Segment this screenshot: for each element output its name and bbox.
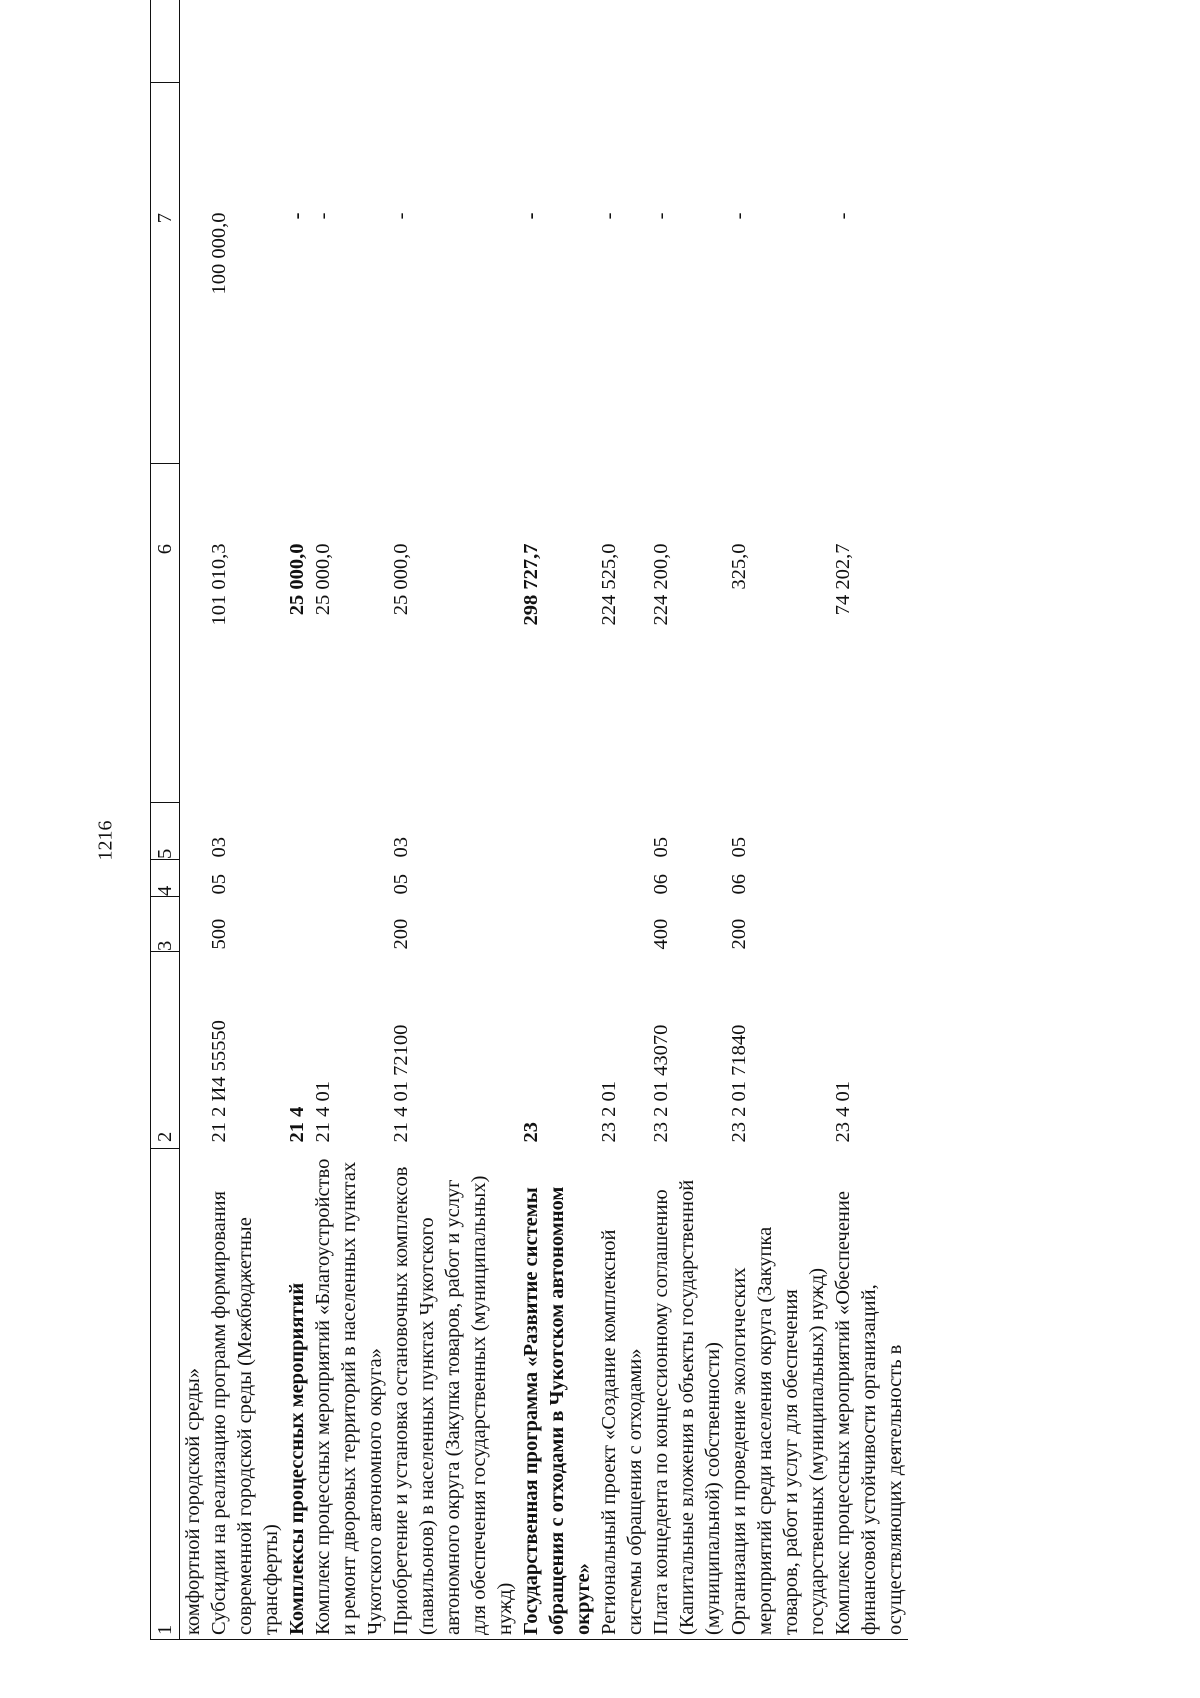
cell-description: Комплексы процессных мероприятий [284, 1149, 310, 1640]
column-header-8 [151, 0, 180, 83]
cell-description: Организация и проведение экологических мероприятий среди населения округа (Закупка товаров, работ и услуг для обеспечения государственных (муниципальных) нужд) [726, 1149, 830, 1640]
cell-regional-amount [284, 0, 310, 83]
cell-description: Субсидии на реализацию программ формирования современной городской среды (Межбюджетные трансферты) [206, 1149, 284, 1640]
cell-expense-type [180, 897, 207, 952]
table-row [206, 0, 284, 1640]
cell-target-code: 23 4 01 [832, 1081, 854, 1143]
cell-section [830, 860, 908, 897]
cell-federal-amount: - [598, 212, 620, 220]
column-header-7: 7 [151, 83, 180, 464]
cell-subsection [596, 803, 648, 860]
cell-total-amount: 25 000,0 [286, 543, 308, 616]
cell-total-amount: 298 727,7 [520, 543, 542, 626]
cell-subsection: 05 [728, 837, 750, 858]
cell-section: 06 [650, 874, 672, 895]
cell-target-code: 21 4 01 [312, 1081, 334, 1143]
table-row [310, 0, 388, 1640]
cell-total-amount: 224 200,0 [650, 543, 672, 626]
cell-federal-amount: - [390, 212, 412, 220]
cell-federal-amount: - [728, 212, 750, 220]
column-header-2: 2 [151, 952, 180, 1149]
table-row [596, 0, 648, 1640]
cell-total-amount: 325,0 [728, 543, 750, 590]
column-header-6: 6 [151, 464, 180, 803]
cell-target-code: 21 2 И4 55550 [208, 1020, 230, 1143]
cell-description: Комплекс процессных мероприятий «Обеспечение финансовой устойчивости организаций, осуществляющих деятельность в [830, 1149, 908, 1640]
cell-regional-amount [388, 0, 518, 83]
cell-description: Плата концедента по концессионному соглашению (Капитальные вложения в объекты государственной (муниципальной) собственности) [648, 1149, 726, 1640]
cell-section [284, 860, 310, 897]
cell-description: Приобретение и установка остановочных комплексов (павильонов) в населенных пунктах Чукотского автономного округа (Закупка товаров, работ и услуг для обеспечения государственных (муниципальных) нужд) [388, 1149, 518, 1640]
cell-total-amount: 74 202,7 [832, 543, 854, 616]
cell-section [310, 860, 388, 897]
table-row [830, 0, 908, 1640]
cell-federal-amount: - [520, 212, 542, 220]
cell-expense-type [284, 897, 310, 952]
cell-target-code: 21 4 [286, 1106, 308, 1143]
table-row [180, 0, 207, 1640]
budget-table-rotated [150, 50, 1150, 1640]
cell-description: Региональный проект «Создание комплексной системы обращения с отходами» [596, 1149, 648, 1640]
cell-expense-type [518, 897, 596, 952]
cell-subsection: 03 [390, 837, 412, 858]
budget-table [150, 0, 908, 1640]
cell-target-code: 23 2 01 [598, 1081, 620, 1143]
cell-total-amount [180, 464, 207, 803]
cell-regional-amount [830, 0, 908, 83]
cell-expense-type: 200 [390, 918, 412, 950]
cell-federal-amount: - [650, 212, 672, 220]
cell-section: 05 [208, 874, 230, 895]
column-header-row [151, 0, 180, 1640]
page-number: 1216 [94, 820, 117, 861]
table-row [518, 0, 596, 1640]
cell-section [596, 860, 648, 897]
column-header-3: 3 [151, 897, 180, 952]
cell-regional-amount [206, 0, 284, 83]
cell-expense-type: 500 [208, 918, 230, 950]
cell-subsection: 05 [650, 837, 672, 858]
cell-expense-type [310, 897, 388, 952]
cell-expense-type [830, 897, 908, 952]
cell-target-code [180, 952, 207, 1149]
cell-target-code: 23 2 01 71840 [728, 1024, 750, 1143]
cell-federal-amount: - [312, 212, 334, 220]
cell-subsection [284, 803, 310, 860]
table-row [284, 0, 310, 1640]
column-header-1: 1 [151, 1149, 180, 1640]
cell-section: 06 [728, 874, 750, 895]
table-row [388, 0, 518, 1640]
cell-section: 05 [390, 874, 412, 895]
cell-regional-amount [726, 0, 830, 83]
table-row [726, 0, 830, 1640]
cell-regional-amount [518, 0, 596, 83]
cell-federal-amount [180, 83, 207, 464]
cell-subsection [310, 803, 388, 860]
cell-target-code: 23 [520, 1122, 542, 1143]
cell-target-code: 21 4 01 72100 [390, 1024, 412, 1143]
cell-description: Государственная программа «Развитие системы обращения с отходами в Чукотском автономном округе» [518, 1149, 596, 1640]
cell-expense-type: 200 [728, 918, 750, 950]
table-row [648, 0, 726, 1640]
cell-subsection [518, 803, 596, 860]
column-header-5: 5 [151, 803, 180, 860]
cell-regional-amount [310, 0, 388, 83]
column-header-4: 4 [151, 860, 180, 897]
cell-subsection: 03 [208, 837, 230, 858]
cell-expense-type [596, 897, 648, 952]
cell-federal-amount: 100 000,0 [208, 212, 230, 295]
cell-subsection [180, 803, 207, 860]
cell-federal-amount: - [286, 212, 308, 220]
cell-total-amount: 25 000,0 [312, 543, 334, 616]
cell-regional-amount [648, 0, 726, 83]
cell-regional-amount [596, 0, 648, 83]
cell-section [518, 860, 596, 897]
cell-description: Комплекс процессных мероприятий «Благоустройство и ремонт дворовых территорий в населенных пунктах Чукотского автономного округа» [310, 1149, 388, 1640]
cell-total-amount: 101 010,3 [208, 543, 230, 626]
cell-description: комфортной городской среды» [180, 1149, 207, 1640]
cell-federal-amount: - [832, 212, 854, 220]
cell-target-code: 23 2 01 43070 [650, 1024, 672, 1143]
cell-total-amount: 224 525,0 [598, 543, 620, 626]
cell-subsection [830, 803, 908, 860]
cell-regional-amount [180, 0, 207, 83]
cell-expense-type: 400 [650, 918, 672, 950]
cell-total-amount: 25 000,0 [390, 543, 412, 616]
cell-section [180, 860, 207, 897]
